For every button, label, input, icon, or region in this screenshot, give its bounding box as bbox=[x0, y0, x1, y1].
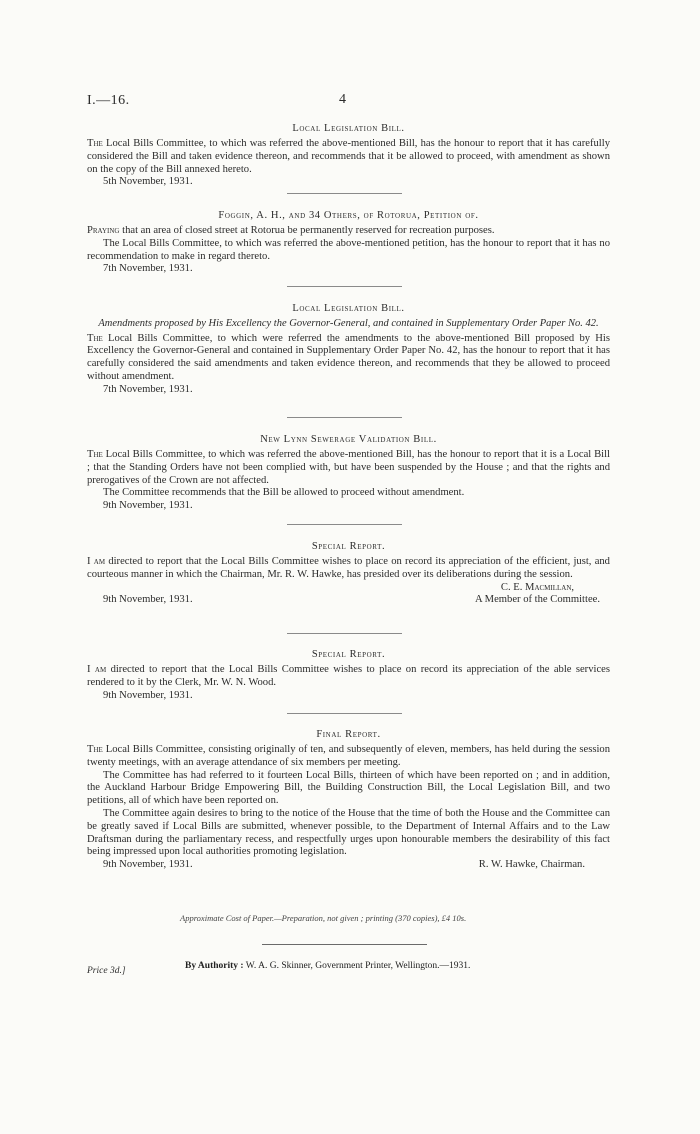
section-body-2: The Committee has had referred to it fourteen Local Bills, thirteen of which have been reported on ; and in addition, the Auckland Harbour Bridge Empowering Bill, the Building Construction Bill, the Local Legislation Bill, and two petitions, all of which have been reported on. bbox=[87, 769, 610, 807]
section-body bbox=[87, 138, 610, 176]
section-date: 7th November, 1931. bbox=[103, 383, 193, 395]
authority-printer: W. A. G. Skinner, Government Printer, Wellington.—1931. bbox=[243, 961, 471, 971]
lead-word: I am bbox=[87, 664, 107, 675]
signer-name: R. W. Hawke, Chairman. bbox=[478, 859, 585, 871]
section-divider bbox=[287, 286, 402, 287]
section-date: 9th November, 1931. bbox=[103, 594, 193, 606]
lead-word: I am bbox=[87, 556, 106, 567]
section-divider bbox=[287, 524, 402, 525]
section-heading: Local Legislation Bill. bbox=[292, 303, 405, 314]
signature-block bbox=[87, 859, 610, 872]
section-divider bbox=[287, 713, 402, 714]
authority-prefix: By Authority : bbox=[185, 961, 244, 971]
section-new-lynn-sewerage bbox=[87, 434, 610, 513]
section-heading: Final Report. bbox=[316, 729, 381, 740]
body-text: Local Bills Committee, to which was referred the above-mentioned Bill, has the honour to report that it is a Local Bill ; that the Standing Orders have not been complied with, but have been suspended by the House ; and that the rights and prerogatives of the Crown are not affected. bbox=[87, 449, 610, 486]
lead-word: The bbox=[87, 332, 103, 344]
body-text: Local Bills Committee, consisting originally of ten, and subsequently of eleven, members, has held during the session twenty meetings, with an average attendance of six members per meeting. bbox=[87, 744, 610, 768]
section-body bbox=[87, 664, 610, 690]
approximate-cost-note: Approximate Cost of Paper.—Preparation, not given ; printing (370 copies), £4 10s. bbox=[180, 913, 467, 923]
section-heading: Special Report. bbox=[311, 541, 386, 552]
body-text: that an area of closed street at Rotorua be permanently reserved for recreation purposes. bbox=[119, 225, 495, 236]
section-heading: Local Legislation Bill. bbox=[292, 123, 405, 134]
section-date: 7th November, 1931. bbox=[103, 263, 193, 275]
body-text: Local Bills Committee, to which was referred the above-mentioned Bill, has the honour to report that it has carefully considered the Bill and taken evidence thereon, and recommends that it be allowed to proceed, with amendment as shown on the copy of the Bill annexed hereto. bbox=[87, 138, 610, 175]
section-divider bbox=[287, 417, 402, 418]
section-heading: Foggin, A. H., and 34 Others, of Rotorua, Petition of. bbox=[218, 210, 479, 221]
section-divider bbox=[287, 193, 402, 194]
section-final-report bbox=[87, 729, 610, 872]
section-date: 9th November, 1931. bbox=[103, 689, 193, 701]
section-body-3: The Committee again desires to bring to the notice of the House that the time of both the House and the Committee can be greatly saved if Local Bills are submitted, whenever possible, to the Department of Internal Affairs and to the Law Draftsman during the parliamentary recess, and respectfully urges upon honourable members the desirability of this fact being impressed upon local authorities promoting legislation. bbox=[87, 807, 610, 858]
section-body-2: The Committee recommends that the Bill be allowed to proceed without amendment. bbox=[103, 487, 465, 499]
section-date: 9th November, 1931. bbox=[103, 500, 193, 512]
section-divider bbox=[287, 633, 402, 634]
section-date: 5th November, 1931. bbox=[103, 176, 193, 188]
lead-word: The bbox=[87, 449, 103, 460]
body-text: Local Bills Committee, to which were referred the amendments to the above-mentioned Bill proposed by His Excellency the Governor-General and contained in Supplementary Order Paper No. 42, has the honour to report that it has carefully considered the said amendments and taken evidence thereon, and recommends that they be allowed to proceed without amendment. bbox=[87, 332, 610, 382]
section-body bbox=[87, 556, 610, 582]
authority-line bbox=[185, 961, 470, 971]
page-number: 4 bbox=[339, 92, 346, 107]
section-special-report-clerk bbox=[87, 649, 610, 702]
section-subheading: Amendments proposed by His Excellency the Governor-General, and contained in Supplementary Order Paper No. 42. bbox=[98, 318, 599, 329]
signer-name: C. E. Macmillan, bbox=[500, 581, 575, 593]
signature bbox=[475, 582, 600, 608]
signature-block bbox=[87, 582, 610, 608]
section-body bbox=[87, 333, 610, 384]
section-body bbox=[87, 225, 610, 238]
lead-word: Praying bbox=[87, 225, 120, 236]
lead-word: The bbox=[87, 138, 103, 149]
paper-reference: I.—16. bbox=[87, 93, 130, 108]
body-text: directed to report that the Local Bills Committee wishes to place on record its appreciation of the efficient, just, and courteous manner in which the Chairman, Mr. R. W. Hawke, has presided over its deliberations during the session. bbox=[87, 556, 610, 580]
section-body bbox=[87, 744, 610, 770]
section-special-report-chairman bbox=[87, 541, 610, 607]
section-local-legislation-amendments bbox=[87, 303, 610, 396]
section-heading: Special Report. bbox=[311, 649, 386, 660]
section-foggin-petition bbox=[87, 210, 610, 276]
signer-title: A Member of the Committee. bbox=[474, 594, 600, 606]
section-local-legislation-bill bbox=[87, 123, 610, 189]
section-heading: New Lynn Sewerage Validation Bill. bbox=[260, 434, 437, 445]
price-note: Price 3d.] bbox=[87, 966, 126, 976]
footer-divider bbox=[262, 944, 427, 945]
section-body-2: The Local Bills Committee, to which was referred the above-mentioned petition, has the honour to report that it has no recommendation to make in regard thereto. bbox=[87, 237, 610, 262]
section-date: 9th November, 1931. bbox=[103, 859, 193, 871]
lead-word: The bbox=[87, 744, 103, 755]
section-body bbox=[87, 449, 610, 487]
body-text: directed to report that the Local Bills Committee wishes to place on record its appreciation of the able services rendered to it by the Clerk, Mr. W. N. Wood. bbox=[87, 664, 610, 688]
